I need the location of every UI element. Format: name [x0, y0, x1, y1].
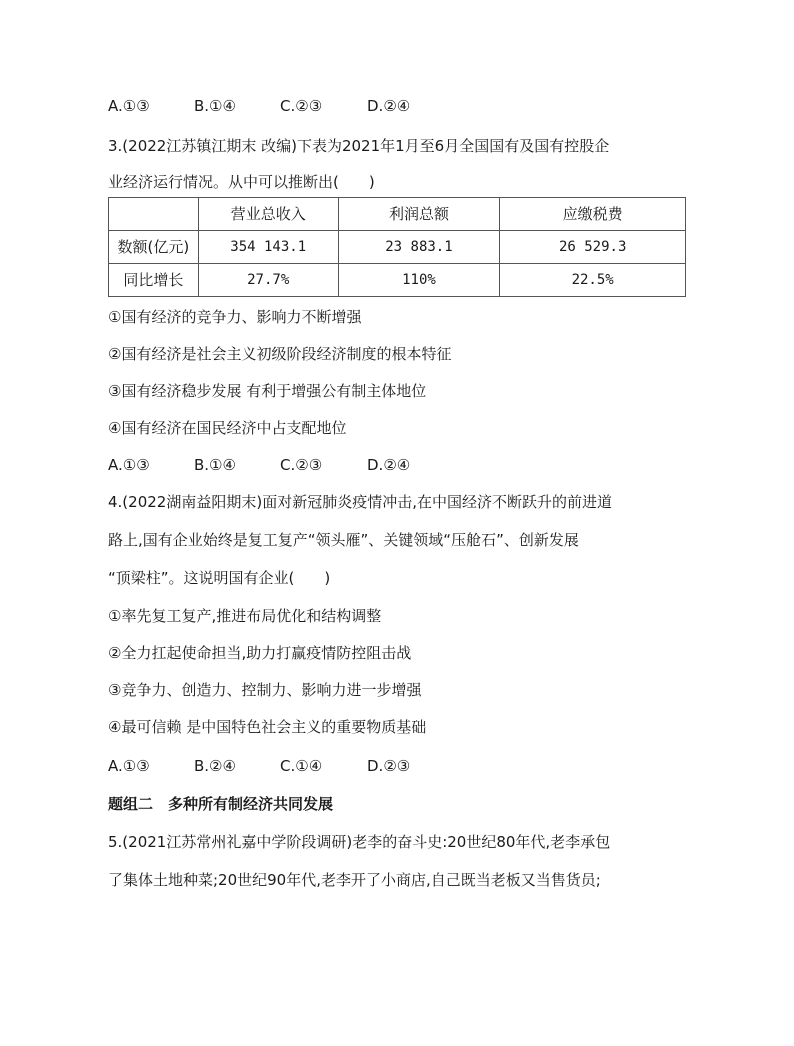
table-row-label: 数额(亿元)	[109, 231, 199, 264]
q4-option-d: D.②③	[367, 757, 411, 775]
q3-option-b: B.①④	[194, 456, 236, 474]
table-header-cell	[109, 198, 199, 231]
table-header-cell: 营业总收入	[198, 198, 338, 231]
table-cell: 110%	[338, 264, 500, 297]
q3-data-table	[108, 197, 686, 297]
table-cell: 26 529.3	[500, 231, 686, 264]
table-header-row	[109, 198, 686, 231]
table-row	[109, 264, 686, 297]
table-cell: 23 883.1	[338, 231, 500, 264]
q2-option-d: D.②④	[367, 97, 411, 115]
table-row-label: 同比增长	[109, 264, 199, 297]
q2-option-c: C.②③	[280, 97, 323, 115]
q3-statement-2: ②国有经济是社会主义初级阶段经济制度的根本特征	[108, 345, 452, 363]
q4-stem-line2: 路上,国有企业始终是复工复产“领头雁”、关键领域“压舱石”、创新发展	[108, 531, 579, 549]
q3-statement-3: ③国有经济稳步发展 有利于增强公有制主体地位	[108, 382, 427, 400]
q4-stem-line3: “顶梁柱”。这说明国有企业( )	[108, 569, 331, 587]
q4-statement-1: ①率先复工复产,推进布局优化和结构调整	[108, 607, 382, 625]
q3-option-d: D.②④	[367, 456, 411, 474]
q3-stem-line1: 3.(2022江苏镇江期末 改编)下表为2021年1月至6月全国国有及国有控股企	[108, 137, 610, 155]
q4-option-c: C.①④	[280, 757, 323, 775]
q5-stem-line1: 5.(2021江苏常州礼嘉中学阶段调研)老李的奋斗史:20世纪80年代,老李承包	[108, 833, 611, 851]
q4-statement-3: ③竞争力、创造力、控制力、影响力进一步增强	[108, 681, 422, 699]
q2-option-b: B.①④	[194, 97, 236, 115]
section-heading: 题组二 多种所有制经济共同发展	[108, 795, 334, 813]
q3-option-c: C.②③	[280, 456, 323, 474]
table-cell: 27.7%	[198, 264, 338, 297]
table-header-cell: 应缴税费	[500, 198, 686, 231]
table-row	[109, 231, 686, 264]
q5-stem-line2: 了集体土地种菜;20世纪90年代,老李开了小商店,自己既当老板又当售货员;	[108, 871, 601, 889]
q4-stem-line1: 4.(2022湖南益阳期末)面对新冠肺炎疫情冲击,在中国经济不断跃升的前进道	[108, 493, 612, 511]
q3-stem-line2: 业经济运行情况。从中可以推断出( )	[108, 173, 375, 191]
q3-statement-4: ④国有经济在国民经济中占支配地位	[108, 419, 347, 437]
table-cell: 22.5%	[500, 264, 686, 297]
q3-statement-1: ①国有经济的竞争力、影响力不断增强	[108, 308, 362, 326]
q4-option-a: A.①③	[108, 757, 150, 775]
q2-option-a: A.①③	[108, 97, 150, 115]
q3-option-a: A.①③	[108, 456, 150, 474]
q4-statement-4: ④最可信赖 是中国特色社会主义的重要物质基础	[108, 718, 427, 736]
q4-option-b: B.②④	[194, 757, 236, 775]
table-header-cell: 利润总额	[338, 198, 500, 231]
q4-statement-2: ②全力扛起使命担当,助力打赢疫情防控阻击战	[108, 644, 412, 662]
table-cell: 354 143.1	[198, 231, 338, 264]
